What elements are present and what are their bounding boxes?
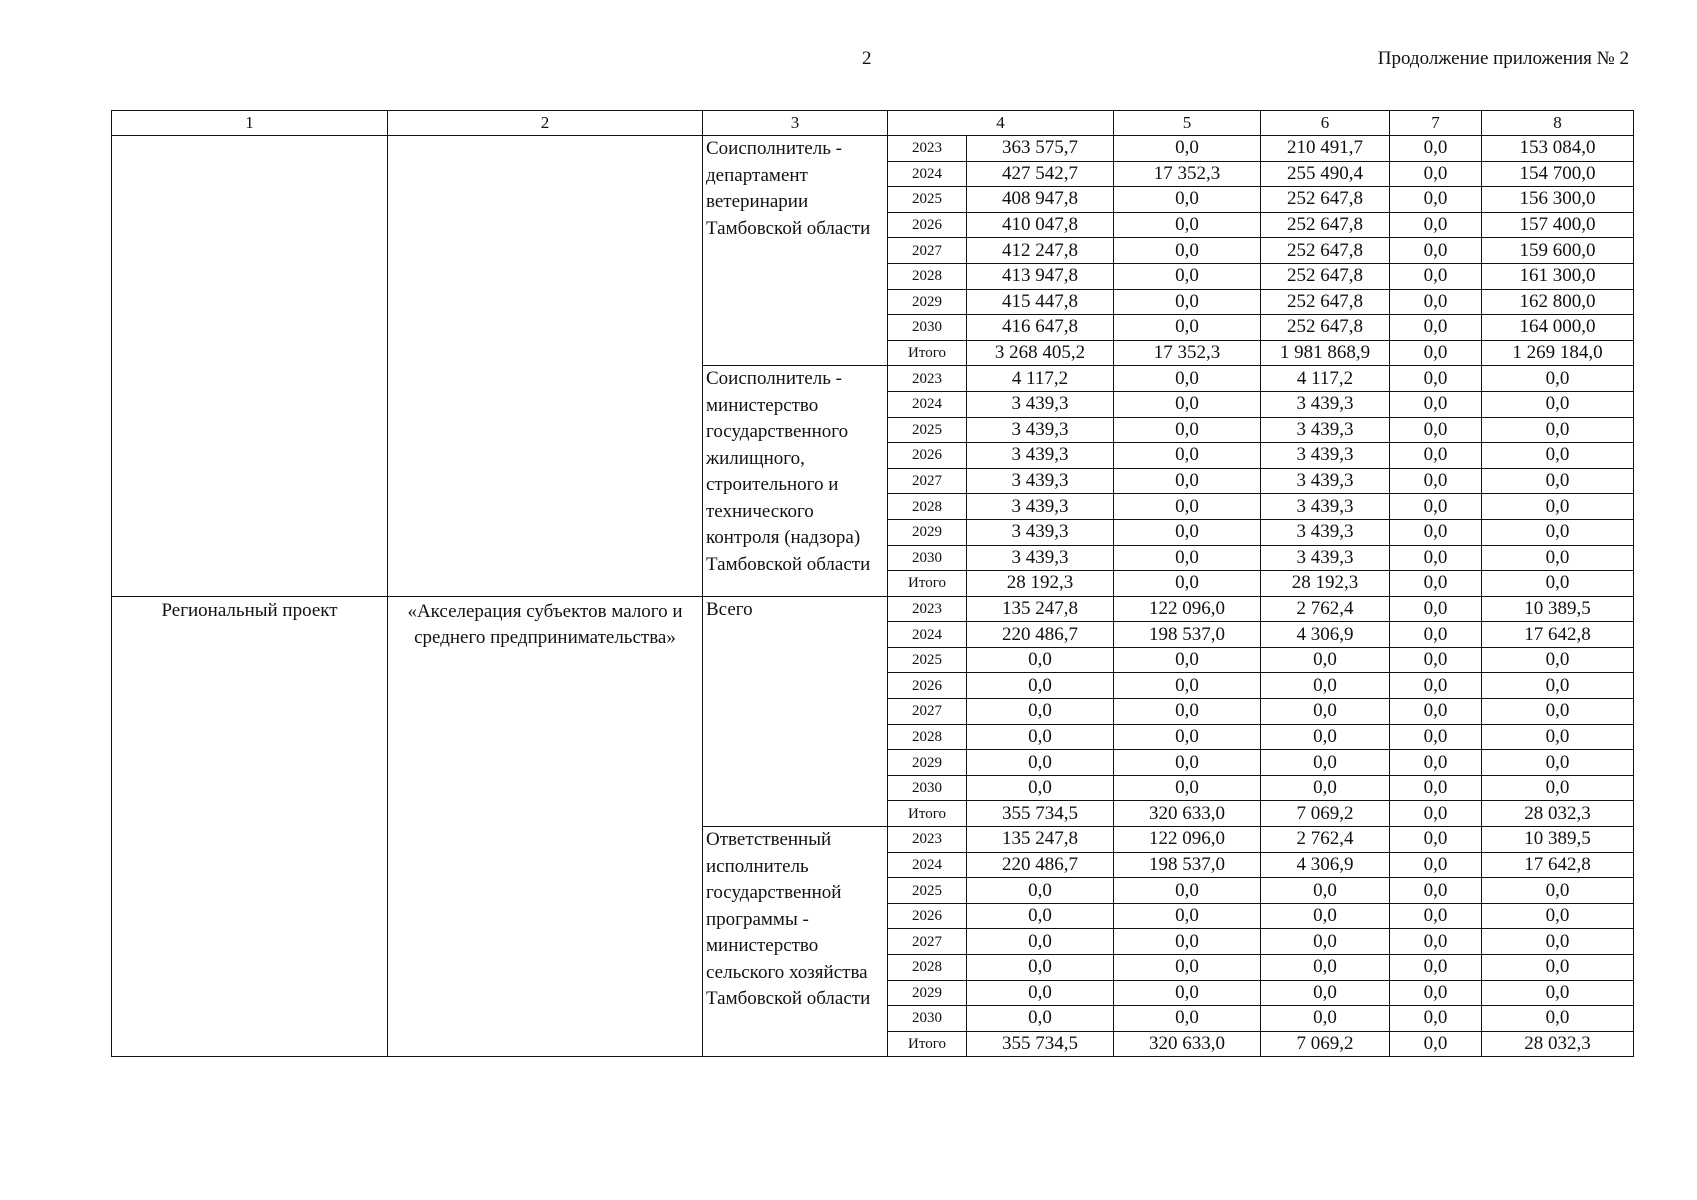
year-cell: 2023 (888, 827, 967, 853)
value-cell-col4: 3 439,3 (967, 443, 1114, 469)
value-cell-col5: 0,0 (1114, 366, 1261, 392)
value-cell-col6: 252 647,8 (1261, 187, 1390, 213)
value-cell-col7: 0,0 (1390, 647, 1482, 673)
year-cell: 2026 (888, 212, 967, 238)
value-cell-col5: 0,0 (1114, 929, 1261, 955)
value-cell-col7: 0,0 (1390, 903, 1482, 929)
value-cell-col5: 320 633,0 (1114, 801, 1261, 827)
value-cell-col4: 0,0 (967, 724, 1114, 750)
value-cell-col5: 0,0 (1114, 699, 1261, 725)
value-cell-col4: 355 734,5 (967, 801, 1114, 827)
value-cell-col7: 0,0 (1390, 1031, 1482, 1057)
value-cell-col6: 0,0 (1261, 750, 1390, 776)
value-cell-col4: 3 439,3 (967, 519, 1114, 545)
value-cell-col6: 0,0 (1261, 699, 1390, 725)
value-cell-col5: 0,0 (1114, 263, 1261, 289)
executor-cell: Всего (703, 596, 888, 826)
value-cell-col4: 135 247,8 (967, 596, 1114, 622)
year-cell: 2027 (888, 699, 967, 725)
value-cell-col6: 3 439,3 (1261, 519, 1390, 545)
value-cell-col7: 0,0 (1390, 571, 1482, 597)
value-cell-col8: 0,0 (1482, 878, 1634, 904)
value-cell-col4: 415 447,8 (967, 289, 1114, 315)
value-cell-col8: 154 700,0 (1482, 161, 1634, 187)
value-cell-col4: 0,0 (967, 673, 1114, 699)
value-cell-col8: 0,0 (1482, 519, 1634, 545)
value-cell-col6: 0,0 (1261, 955, 1390, 981)
value-cell-col7: 0,0 (1390, 468, 1482, 494)
value-cell-col8: 0,0 (1482, 929, 1634, 955)
year-cell: 2025 (888, 187, 967, 213)
value-cell-col4: 0,0 (967, 878, 1114, 904)
value-cell-col6: 252 647,8 (1261, 315, 1390, 341)
value-cell-col6: 4 117,2 (1261, 366, 1390, 392)
value-cell-col6: 2 762,4 (1261, 827, 1390, 853)
year-cell: 2023 (888, 366, 967, 392)
value-cell-col6: 0,0 (1261, 775, 1390, 801)
value-cell-col8: 0,0 (1482, 468, 1634, 494)
value-cell-col7: 0,0 (1390, 827, 1482, 853)
value-cell-col4: 0,0 (967, 929, 1114, 955)
value-cell-col8: 28 032,3 (1482, 1031, 1634, 1057)
value-cell-col7: 0,0 (1390, 801, 1482, 827)
value-cell-col7: 0,0 (1390, 775, 1482, 801)
value-cell-col4: 0,0 (967, 980, 1114, 1006)
value-cell-col4: 3 439,3 (967, 545, 1114, 571)
year-cell: 2030 (888, 315, 967, 341)
value-cell-col8: 0,0 (1482, 391, 1634, 417)
value-cell-col5: 0,0 (1114, 775, 1261, 801)
value-cell-col7: 0,0 (1390, 366, 1482, 392)
year-cell: 2024 (888, 161, 967, 187)
value-cell-col7: 0,0 (1390, 673, 1482, 699)
value-cell-col6: 255 490,4 (1261, 161, 1390, 187)
value-cell-col5: 0,0 (1114, 519, 1261, 545)
value-cell-col5: 0,0 (1114, 238, 1261, 264)
year-cell: 2030 (888, 775, 967, 801)
year-cell: 2024 (888, 391, 967, 417)
value-cell-col6: 0,0 (1261, 903, 1390, 929)
value-cell-col4: 4 117,2 (967, 366, 1114, 392)
financing-table (111, 110, 1634, 1057)
value-cell-col5: 0,0 (1114, 391, 1261, 417)
value-cell-col5: 0,0 (1114, 750, 1261, 776)
col-header-6: 6 (1261, 111, 1390, 136)
value-cell-col8: 0,0 (1482, 903, 1634, 929)
value-cell-col5: 0,0 (1114, 315, 1261, 341)
value-cell-col5: 0,0 (1114, 673, 1261, 699)
year-cell: 2027 (888, 929, 967, 955)
project-type-cell (112, 136, 388, 597)
value-cell-col4: 3 439,3 (967, 494, 1114, 520)
value-cell-col5: 17 352,3 (1114, 161, 1261, 187)
executor-cell: Соисполнитель - министерство государственного жилищного, строительного и технического контроля (надзора) Тамбовской области (703, 366, 888, 596)
value-cell-col8: 0,0 (1482, 775, 1634, 801)
value-cell-col8: 0,0 (1482, 750, 1634, 776)
value-cell-col5: 0,0 (1114, 571, 1261, 597)
value-cell-col8: 156 300,0 (1482, 187, 1634, 213)
col-header-4: 4 (888, 111, 1114, 136)
value-cell-col8: 0,0 (1482, 417, 1634, 443)
value-cell-col7: 0,0 (1390, 955, 1482, 981)
value-cell-col7: 0,0 (1390, 136, 1482, 162)
year-cell: 2025 (888, 647, 967, 673)
value-cell-col4: 408 947,8 (967, 187, 1114, 213)
value-cell-col7: 0,0 (1390, 519, 1482, 545)
value-cell-col5: 122 096,0 (1114, 596, 1261, 622)
value-cell-col5: 0,0 (1114, 417, 1261, 443)
value-cell-col4: 410 047,8 (967, 212, 1114, 238)
value-cell-col5: 0,0 (1114, 903, 1261, 929)
value-cell-col4: 135 247,8 (967, 827, 1114, 853)
value-cell-col5: 0,0 (1114, 647, 1261, 673)
value-cell-col5: 0,0 (1114, 443, 1261, 469)
year-cell: Итого (888, 340, 967, 366)
year-cell: 2023 (888, 136, 967, 162)
value-cell-col5: 0,0 (1114, 212, 1261, 238)
executor-cell: Соисполнитель - департамент ветеринарии Тамбовской области (703, 136, 888, 366)
value-cell-col5: 0,0 (1114, 468, 1261, 494)
value-cell-col6: 7 069,2 (1261, 1031, 1390, 1057)
value-cell-col6: 4 306,9 (1261, 622, 1390, 648)
year-cell: 2026 (888, 443, 967, 469)
executor-cell: Ответственный исполнитель государственной программы - министерство сельского хозяйства Тамбовской области (703, 827, 888, 1057)
value-cell-col5: 198 537,0 (1114, 622, 1261, 648)
value-cell-col8: 159 600,0 (1482, 238, 1634, 264)
value-cell-col8: 0,0 (1482, 724, 1634, 750)
value-cell-col7: 0,0 (1390, 750, 1482, 776)
value-cell-col4: 0,0 (967, 699, 1114, 725)
value-cell-col8: 0,0 (1482, 366, 1634, 392)
year-cell: 2027 (888, 468, 967, 494)
value-cell-col7: 0,0 (1390, 391, 1482, 417)
value-cell-col4: 416 647,8 (967, 315, 1114, 341)
year-cell: 2029 (888, 980, 967, 1006)
col-header-8: 8 (1482, 111, 1634, 136)
year-cell: 2028 (888, 263, 967, 289)
year-cell: 2028 (888, 955, 967, 981)
value-cell-col7: 0,0 (1390, 340, 1482, 366)
value-cell-col5: 0,0 (1114, 289, 1261, 315)
year-cell: 2028 (888, 724, 967, 750)
year-cell: 2023 (888, 596, 967, 622)
year-cell: Итого (888, 1031, 967, 1057)
value-cell-col7: 0,0 (1390, 545, 1482, 571)
value-cell-col6: 4 306,9 (1261, 852, 1390, 878)
value-cell-col4: 220 486,7 (967, 622, 1114, 648)
value-cell-col6: 0,0 (1261, 647, 1390, 673)
value-cell-col8: 0,0 (1482, 443, 1634, 469)
value-cell-col7: 0,0 (1390, 1006, 1482, 1032)
value-cell-col7: 0,0 (1390, 187, 1482, 213)
value-cell-col7: 0,0 (1390, 212, 1482, 238)
value-cell-col7: 0,0 (1390, 263, 1482, 289)
value-cell-col6: 252 647,8 (1261, 263, 1390, 289)
value-cell-col6: 252 647,8 (1261, 238, 1390, 264)
value-cell-col8: 0,0 (1482, 1006, 1634, 1032)
value-cell-col8: 0,0 (1482, 980, 1634, 1006)
value-cell-col6: 3 439,3 (1261, 391, 1390, 417)
value-cell-col5: 0,0 (1114, 724, 1261, 750)
value-cell-col7: 0,0 (1390, 443, 1482, 469)
value-cell-col7: 0,0 (1390, 161, 1482, 187)
value-cell-col6: 0,0 (1261, 980, 1390, 1006)
value-cell-col4: 3 268 405,2 (967, 340, 1114, 366)
value-cell-col6: 3 439,3 (1261, 468, 1390, 494)
value-cell-col8: 0,0 (1482, 494, 1634, 520)
col-header-7: 7 (1390, 111, 1482, 136)
value-cell-col4: 427 542,7 (967, 161, 1114, 187)
value-cell-col8: 157 400,0 (1482, 212, 1634, 238)
value-cell-col8: 0,0 (1482, 699, 1634, 725)
year-cell: 2026 (888, 903, 967, 929)
col-header-1: 1 (112, 111, 388, 136)
value-cell-col5: 0,0 (1114, 494, 1261, 520)
value-cell-col8: 0,0 (1482, 545, 1634, 571)
col-header-3: 3 (703, 111, 888, 136)
col-header-2: 2 (388, 111, 703, 136)
value-cell-col4: 220 486,7 (967, 852, 1114, 878)
value-cell-col7: 0,0 (1390, 596, 1482, 622)
year-cell: 2027 (888, 238, 967, 264)
value-cell-col7: 0,0 (1390, 878, 1482, 904)
value-cell-col8: 28 032,3 (1482, 801, 1634, 827)
value-cell-col8: 164 000,0 (1482, 315, 1634, 341)
value-cell-col4: 0,0 (967, 1006, 1114, 1032)
value-cell-col4: 0,0 (967, 750, 1114, 776)
project-name-cell: «Акселерация субъектов малого и среднего предпринимательства» (388, 596, 703, 1057)
value-cell-col7: 0,0 (1390, 724, 1482, 750)
value-cell-col5: 0,0 (1114, 980, 1261, 1006)
value-cell-col4: 3 439,3 (967, 391, 1114, 417)
year-cell: Итого (888, 571, 967, 597)
value-cell-col8: 0,0 (1482, 647, 1634, 673)
col-header-5: 5 (1114, 111, 1261, 136)
value-cell-col8: 17 642,8 (1482, 622, 1634, 648)
value-cell-col4: 413 947,8 (967, 263, 1114, 289)
value-cell-col8: 1 269 184,0 (1482, 340, 1634, 366)
value-cell-col8: 10 389,5 (1482, 596, 1634, 622)
value-cell-col5: 0,0 (1114, 187, 1261, 213)
value-cell-col4: 355 734,5 (967, 1031, 1114, 1057)
value-cell-col5: 0,0 (1114, 955, 1261, 981)
value-cell-col6: 210 491,7 (1261, 136, 1390, 162)
value-cell-col4: 28 192,3 (967, 571, 1114, 597)
value-cell-col7: 0,0 (1390, 417, 1482, 443)
value-cell-col5: 0,0 (1114, 136, 1261, 162)
year-cell: 2026 (888, 673, 967, 699)
year-cell: 2024 (888, 622, 967, 648)
value-cell-col7: 0,0 (1390, 622, 1482, 648)
value-cell-col8: 0,0 (1482, 955, 1634, 981)
year-cell: 2029 (888, 519, 967, 545)
value-cell-col5: 198 537,0 (1114, 852, 1261, 878)
value-cell-col7: 0,0 (1390, 238, 1482, 264)
project-type-cell: Региональный проект (112, 596, 388, 1057)
table-row (112, 596, 1634, 622)
value-cell-col6: 0,0 (1261, 724, 1390, 750)
value-cell-col5: 0,0 (1114, 1006, 1261, 1032)
column-number-row (112, 111, 1634, 136)
value-cell-col6: 252 647,8 (1261, 212, 1390, 238)
value-cell-col6: 0,0 (1261, 1006, 1390, 1032)
value-cell-col4: 0,0 (967, 775, 1114, 801)
value-cell-col8: 161 300,0 (1482, 263, 1634, 289)
year-cell: Итого (888, 801, 967, 827)
value-cell-col5: 0,0 (1114, 878, 1261, 904)
year-cell: 2025 (888, 417, 967, 443)
value-cell-col7: 0,0 (1390, 852, 1482, 878)
appendix-note: Продолжение приложения № 2 (1377, 48, 1629, 69)
year-cell: 2024 (888, 852, 967, 878)
value-cell-col6: 3 439,3 (1261, 417, 1390, 443)
value-cell-col5: 320 633,0 (1114, 1031, 1261, 1057)
value-cell-col8: 10 389,5 (1482, 827, 1634, 853)
year-cell: 2030 (888, 1006, 967, 1032)
value-cell-col4: 3 439,3 (967, 417, 1114, 443)
value-cell-col4: 0,0 (967, 647, 1114, 673)
value-cell-col7: 0,0 (1390, 315, 1482, 341)
value-cell-col4: 0,0 (967, 955, 1114, 981)
value-cell-col8: 153 084,0 (1482, 136, 1634, 162)
value-cell-col4: 3 439,3 (967, 468, 1114, 494)
page-number: 2 (862, 48, 872, 69)
value-cell-col6: 28 192,3 (1261, 571, 1390, 597)
value-cell-col4: 0,0 (967, 903, 1114, 929)
project-name-cell (388, 136, 703, 597)
value-cell-col5: 0,0 (1114, 545, 1261, 571)
value-cell-col6: 0,0 (1261, 673, 1390, 699)
value-cell-col5: 17 352,3 (1114, 340, 1261, 366)
value-cell-col5: 122 096,0 (1114, 827, 1261, 853)
value-cell-col7: 0,0 (1390, 980, 1482, 1006)
value-cell-col4: 412 247,8 (967, 238, 1114, 264)
value-cell-col6: 252 647,8 (1261, 289, 1390, 315)
value-cell-col8: 0,0 (1482, 673, 1634, 699)
value-cell-col7: 0,0 (1390, 699, 1482, 725)
value-cell-col6: 3 439,3 (1261, 443, 1390, 469)
year-cell: 2029 (888, 289, 967, 315)
value-cell-col8: 0,0 (1482, 571, 1634, 597)
value-cell-col6: 0,0 (1261, 878, 1390, 904)
year-cell: 2028 (888, 494, 967, 520)
value-cell-col7: 0,0 (1390, 289, 1482, 315)
value-cell-col6: 7 069,2 (1261, 801, 1390, 827)
value-cell-col4: 363 575,7 (967, 136, 1114, 162)
value-cell-col6: 2 762,4 (1261, 596, 1390, 622)
value-cell-col8: 17 642,8 (1482, 852, 1634, 878)
value-cell-col6: 1 981 868,9 (1261, 340, 1390, 366)
year-cell: 2025 (888, 878, 967, 904)
year-cell: 2029 (888, 750, 967, 776)
value-cell-col6: 0,0 (1261, 929, 1390, 955)
value-cell-col7: 0,0 (1390, 494, 1482, 520)
value-cell-col8: 162 800,0 (1482, 289, 1634, 315)
value-cell-col7: 0,0 (1390, 929, 1482, 955)
value-cell-col6: 3 439,3 (1261, 545, 1390, 571)
table-row (112, 136, 1634, 162)
year-cell: 2030 (888, 545, 967, 571)
value-cell-col6: 3 439,3 (1261, 494, 1390, 520)
